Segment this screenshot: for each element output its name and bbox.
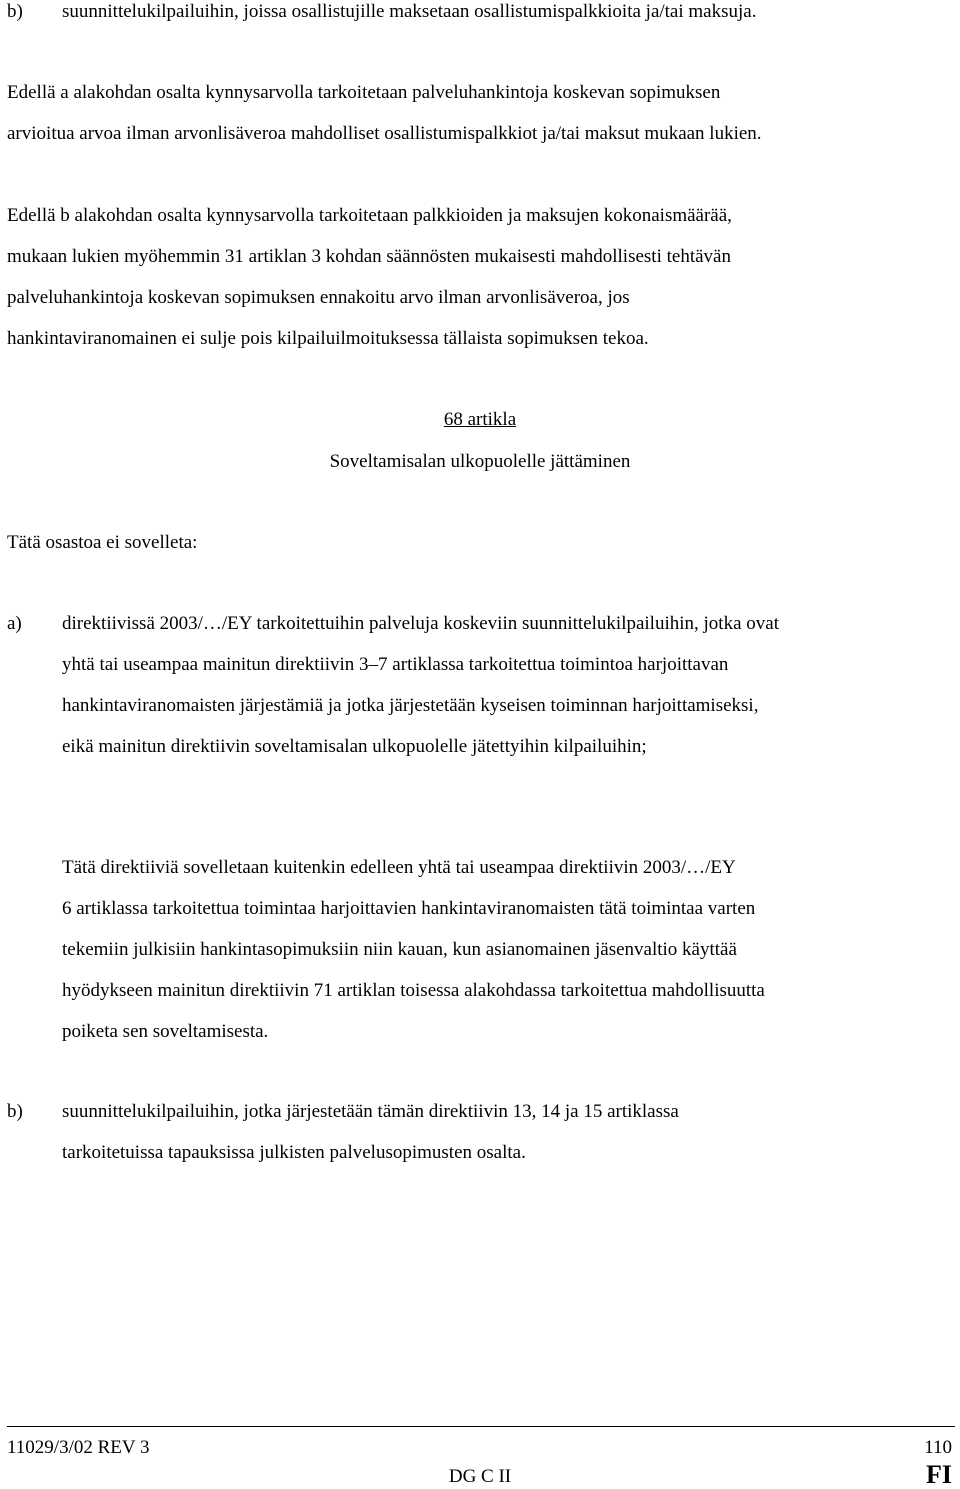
document-reference: 11029/3/02 REV 3	[7, 1437, 150, 1458]
intro-text: Tätä osastoa ei sovelleta:	[7, 532, 198, 553]
directorate-code: DG C II	[448, 1466, 512, 1487]
item-text-line: tarkoitetuissa tapauksissa julkisten palvelusopimusten osalta.	[62, 1142, 526, 1163]
item-text-line: suunnittelukilpailuihin, jotka järjestetään tämän direktiivin 13, 14 ja 15 artiklassa	[62, 1101, 679, 1122]
article-title: Soveltamisalan ulkopuolelle jättäminen	[329, 451, 631, 472]
item-text-line: tekemiin julkisiin hankintasopimuksiin niin kauan, kun asianomainen jäsenvaltio käyttää	[62, 939, 737, 960]
item-text-line: poiketa sen soveltamisesta.	[62, 1021, 269, 1042]
item-label: a)	[7, 613, 22, 634]
item-label: b)	[7, 1, 23, 22]
item-label: b)	[7, 1101, 23, 1122]
paragraph-line: palveluhankintoja koskevan sopimuksen ennakoitu arvo ilman arvonlisäveroa, jos	[7, 287, 630, 308]
item-text-line: hankintaviranomaisten järjestämiä ja jotka järjestetään kyseisen toiminnan harjoittamiseksi,	[62, 695, 759, 716]
item-text-line: direktiivissä 2003/…/EY tarkoitettuihin palveluja koskeviin suunnittelukilpailuihin, jotka ovat	[62, 613, 779, 634]
item-text-line: 6 artiklassa tarkoitettua toimintaa harjoittavien hankintaviranomaisten tätä toimintaa varten	[62, 898, 756, 919]
paragraph-line: arvioitua arvoa ilman arvonlisäveroa mahdolliset osallistumispalkkiot ja/tai maksut mukaan lukien.	[7, 123, 762, 144]
item-text-line: yhtä tai useampaa mainitun direktiivin 3–7 artiklassa tarkoitettua toimintoa harjoittavan	[62, 654, 729, 675]
paragraph-line: Edellä a alakohdan osalta kynnysarvolla tarkoitetaan palveluhankintoja koskevan sopimuksen	[7, 82, 721, 103]
article-number	[0, 409, 960, 431]
paragraph-line: hankintaviranomainen ei sulje pois kilpailuilmoituksessa tällaista sopimuksen tekoa.	[7, 328, 649, 349]
language-code: FI	[926, 1460, 952, 1489]
footer-divider	[7, 1426, 955, 1427]
article-number-text: 68 artikla	[443, 409, 517, 430]
paragraph-line: mukaan lukien myöhemmin 31 artiklan 3 kohdan säännösten mukaisesti mahdollisesti tehtävän	[7, 246, 731, 267]
item-text-line: eikä mainitun direktiivin soveltamisalan ulkopuolelle jätettyihin kilpailuihin;	[62, 736, 647, 757]
item-text-line: Tätä direktiiviä sovelletaan kuitenkin edelleen yhtä tai useampaa direktiivin 2003/…/EY	[62, 857, 736, 878]
paragraph-line: Edellä b alakohdan osalta kynnysarvolla tarkoitetaan palkkioiden ja maksujen kokonaismäärää,	[7, 205, 732, 226]
page-number: 110	[924, 1437, 952, 1458]
item-text-line: hyödykseen mainitun direktiivin 71 artiklan toisessa alakohdassa tarkoitettua mahdollisuutta	[62, 980, 765, 1001]
item-text-line: suunnittelukilpailuihin, joissa osallistujille maksetaan osallistumispalkkioita ja/tai maksuja.	[62, 1, 757, 22]
